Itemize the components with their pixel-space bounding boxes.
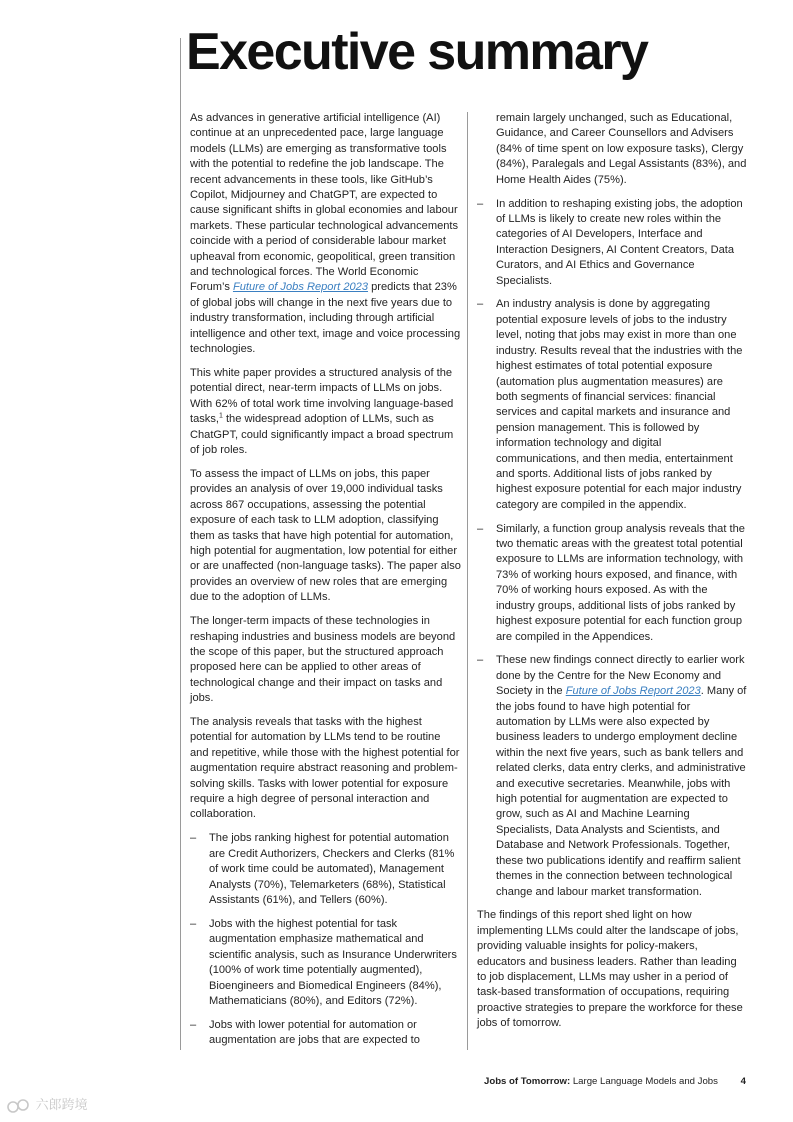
right-column (477, 111, 747, 1040)
footer-report-title: Jobs of Tomorrow: (484, 1076, 571, 1087)
future-of-jobs-link[interactable]: Future of Jobs Report 2023 (232, 281, 369, 294)
paragraph-analysis: The analysis reveals that tasks with the highest potential for automation by LLMs tend to be routine and repetitive, while those with the highest potential for augmentation require abstract reasoning and problem-solving skills. Tasks with lower potential for exposure require a high degree of personal interaction and collaboration. (190, 716, 460, 821)
findings-list-continued (477, 111, 747, 900)
page-number: 4 (740, 1076, 746, 1087)
list-item: – An industry analysis is done by aggregating potential exposure levels of jobs to the industry level, noting that jobs may exist in more than one industry. Results reveal that the industries with the highest estimates of total potential exposure (automation plus augmentation measures) are both segments of financial services: financial services and capital markets and insurance and pension management. This is followed by information technology and digital communications, and then media, entertainment and sports. Additional lists of jobs ranked by highest exposure potential for each major industry category are compiled in the appendix. (477, 298, 743, 511)
footnote-ref[interactable]: 1 (218, 412, 223, 420)
bullet-dash: – (477, 654, 484, 667)
bullet-dash: – (477, 522, 484, 535)
column-divider-rule (467, 112, 468, 1050)
future-of-jobs-link[interactable]: Future of Jobs Report 2023 (565, 685, 701, 698)
bullet-dash: – (190, 832, 197, 845)
bullet-dash: – (190, 1018, 197, 1031)
page-title: Executive summary (186, 23, 648, 81)
list-item: – Jobs with lower potential for automation or augmentation are jobs that are expected to (190, 1018, 420, 1047)
watermark-text: 六郎跨境 (35, 1097, 88, 1112)
bullet-dash: – (190, 917, 197, 930)
list-item: – Jobs with the highest potential for task augmentation emphasize mathematical and scientific analysis, such as Insurance Underwriters (100% of work time potentially augmented), Bioengineers and Biomedical Engineers (84%), Mathematicians (80%), and Editors (72%). (190, 917, 457, 1007)
watermark-logo-icon (6, 1098, 32, 1114)
bullet-dash: – (477, 197, 484, 210)
watermark (6, 1094, 88, 1114)
page-footer (484, 1076, 746, 1087)
paragraph-scope: The longer-term impacts of these technologies in reshaping industries and business models are beyond the scope of this paper, but the structured approach proposed here can be applied to other areas of technological change and their impact on tasks and jobs. (190, 615, 456, 705)
paragraph-intro: As advances in generative artificial intelligence (AI) continue at an unprecedented pace, large language models (LLMs) are emerging as transformative tools with the potential to redefine the job landscape. The recent advancements in these tools, like GitHub’s Copilot, Midjourney and ChatGPT, are expected to cause significant shifts in global economies and labour markets. These particular technological advancements coincide with a period of considerable labour market upheaval from economic, geopolitical, green transition and technological forces. The World Economic Forum’s Future of Jobs Report 2023 predicts that 23% of global jobs will change in the next five years due to industry transformation, including through artificial intelligence and other text, image and voice processing technologies. (190, 112, 461, 356)
list-item: – In addition to reshaping existing jobs, the adoption of LLMs is likely to create new roles within the categories of AI Developers, Interface and Interaction Designers, AI Content Creators, Data Curators, and AI Ethics and Governance Specialists. (477, 197, 743, 287)
list-item-continued: remain largely unchanged, such as Educational, Guidance, and Career Counsellors and Advisers (84% of time spent on low exposure tasks), Clergy (84%), Paralegals and Legal Assistants (83%), and Home Health Aides (75%). (496, 112, 747, 186)
left-column (190, 111, 461, 1057)
paragraph-methodology: To assess the impact of LLMs on jobs, this paper provides an analysis of over 19,000 individual tasks across 867 occupations, assessing the potential exposure of each task to LLM adoption, classifying them as tasks that have high potential for automation, high potential for augmentation, low potential for either or are unaffected (non-language tasks). The paper also provides an overview of new roles that are emerging due to the adoption of LLMs. (190, 467, 461, 604)
list-item: – The jobs ranking highest for potential automation are Credit Authorizers, Checkers and Clerks (81% of work time could be automated), Management Analysts (70%), Telemarketers (68%), Statistical Assistants (61%), and Tellers (60%). (190, 832, 455, 906)
list-item: – These new findings connect directly to earlier work done by the Centre for the New Economy and Society in the Future of Jobs Report 2023. Many of the jobs found to have high potential for automation by LLMs were also expected by business leaders to undergo employment decline within the next five years, such as bank tellers and related clerks, data entry clerks, and administrative and executive secretaries. Meanwhile, jobs with high potential for augmentation are expected to grow, such as AI and Machine Learning Specialists, Data Analysts and Scientists, and Database and Network Professionals. Together, these two publications identify and reaffirm salient themes in the connection between technological change and labour market transformation. (477, 654, 747, 898)
left-column-rule (180, 38, 181, 1050)
paragraph-white-paper: This white paper provides a structured analysis of the potential direct, near-term impacts of LLMs on jobs. With 62% of total work time involving language-based tasks,$^1$ the widespread adoption of LLMs, such as ChatGPT, could significantly impact a broad spectrum of job roles. (190, 367, 454, 457)
findings-list (190, 831, 461, 1048)
list-item: – Similarly, a function group analysis reveals that the two thematic areas with the greatest total potential exposure to LLMs are information technology, with 73% of working hours exposed, and finance, with 70% of working hours exposed. As with the industry groups, additional lists of jobs ranked by highest exposure potential for each function group are compiled in the Appendices. (477, 522, 745, 643)
bullet-dash: – (477, 298, 484, 311)
paragraph-closing: The findings of this report shed light on how implementing LLMs could alter the landscape of jobs, providing valuable insights for policy-makers, educators and business leaders. Rather than leading to job displacement, LLMs may usher in a period of task-based transformation of occupations, requiring proactive strategies to prepare the workforce for these jobs of tomorrow. (477, 909, 743, 1030)
footer-subtitle: Large Language Models and Jobs (570, 1076, 718, 1087)
